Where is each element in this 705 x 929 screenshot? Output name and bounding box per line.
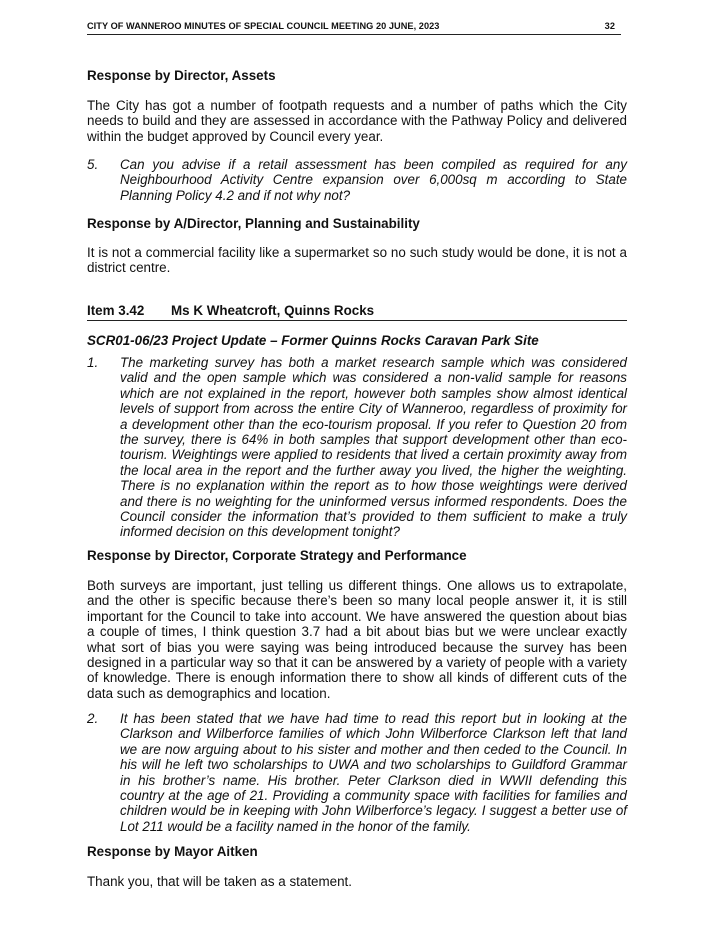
item-heading — [87, 303, 627, 321]
item-number: Item 3.42 — [87, 303, 145, 318]
question-number: 1. — [87, 355, 99, 370]
question-number: 5. — [87, 157, 99, 172]
response-corporate-heading: Response by Director, Corporate Strategy and Performance — [87, 548, 467, 563]
question-text: The marketing survey has both a market research sample which was considered valid and the open sample which was considered a non-valid sample for reasons which are not explained in the report, however both samples show almost identical levels of support from across the entire City of Wanneroo, regardless of proximity for a development other than the eco-tourism proposal. If you refer to Question 20 from the survey, there is 64% in both samples that support development other than eco-tourism. Weightings were applied to residents that lived a certain proximity away from the local area in the report and the further away you lived, the higher the weighting. There is no explanation within the report as to how those weightings were derived and there is no weighting for the uninformed versus informed respondents. Does the Council consider the information that’s provided to them sufficient to make a truly informed decision on this development tonight? — [120, 355, 627, 540]
question-5 — [87, 157, 627, 203]
header-title: CITY OF WANNEROO MINUTES OF SPECIAL COUNCIL MEETING 20 JUNE, 2023 — [87, 21, 440, 31]
response-mayor-heading: Response by Mayor Aitken — [87, 844, 258, 859]
response-planning-heading: Response by A/Director, Planning and Sustainability — [87, 216, 420, 231]
question-number: 2. — [87, 711, 99, 726]
response-assets-body: The City has got a number of footpath requests and a number of paths which the City needs to build and they are assessed in accordance with the Pathway Policy and delivered within the budget approved by Council every year. — [87, 98, 627, 144]
question-2 — [87, 711, 627, 834]
response-corporate-body: Both surveys are important, just telling us different things. One allows us to extrapolate, and the other is specific because there’s been so many local people answer it, it is still important for the Council to take into account. We have answered the question about bias a couple of times, I think question 3.7 had a bit about bias but we were unclear exactly what sort of bias you were saying was being introduced because the survey has been designed in a particular way so that it can be answered by a variety of people with a variety of knowledge. There is enough information there to show all kinds of different cuts of the data such as demographics and location. — [87, 578, 627, 701]
question-1 — [87, 355, 627, 540]
page-number: 32 — [604, 21, 615, 31]
response-planning-body: It is not a commercial facility like a supermarket so no such study would be done, it is not a district centre. — [87, 245, 627, 276]
question-text: Can you advise if a retail assessment has been compiled as required for any Neighbourhood Activity Centre expansion over 6,000sq m according to State Planning Policy 4.2 and if not why not? — [120, 157, 627, 203]
question-text: It has been stated that we have had time to read this report but in looking at the Clarkson and Wilberforce families of which John Wilberforce Clarkson left that land we are now arguing about to his sister and mother and then ceded to the Council. In his will he left two scholarships to UWA and two scholarships to Guildford Grammar in his brother’s name. His brother. Peter Clarkson died in WWII defending this country at the age of 21. Providing a community space with facilities for families and children would be in keeping with John Wilberforce’s legacy. I suggest a better use of Lot 211 would be a facility named in the honor of the family. — [120, 711, 627, 834]
page-header — [87, 21, 621, 35]
response-assets-heading: Response by Director, Assets — [87, 68, 276, 83]
subject-heading: SCR01-06/23 Project Update – Former Quinns Rocks Caravan Park Site — [87, 333, 539, 348]
item-name: Ms K Wheatcroft, Quinns Rocks — [171, 303, 375, 318]
response-mayor-body: Thank you, that will be taken as a statement. — [87, 874, 352, 889]
